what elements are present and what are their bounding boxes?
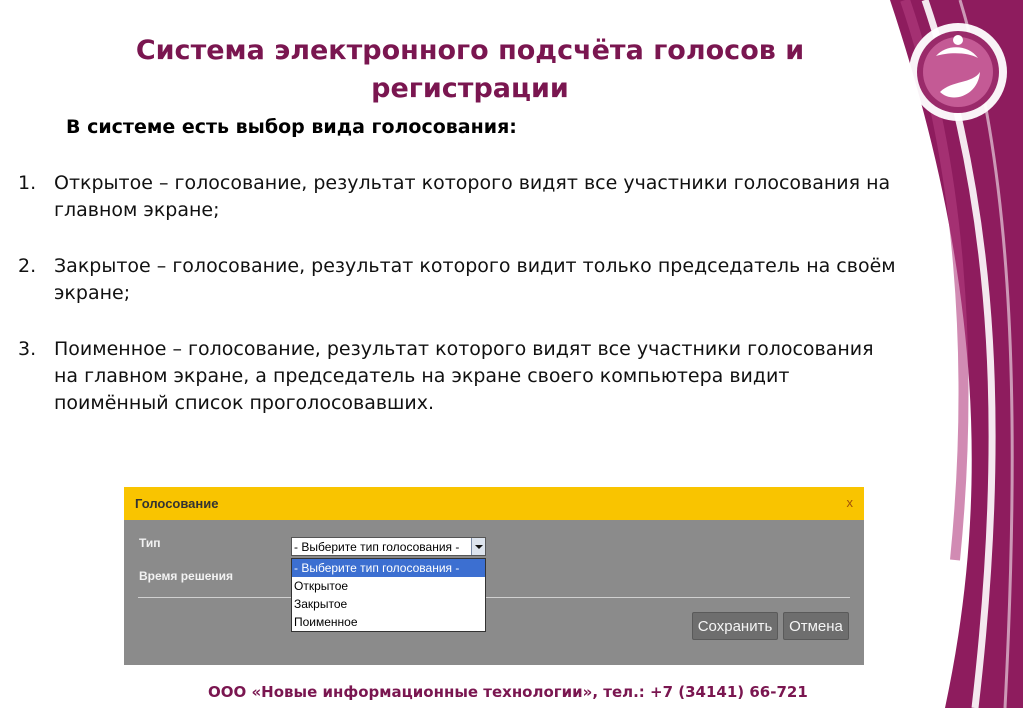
voting-types-list [18, 170, 898, 417]
type-label: Тип [139, 536, 161, 550]
dropdown-option-named[interactable]: Поименное [294, 615, 358, 629]
dialog-divider [138, 597, 850, 598]
list-item-number: 1. [18, 172, 37, 194]
dropdown-option-closed[interactable]: Закрытое [294, 597, 348, 611]
dropdown-option-open[interactable]: Открытое [294, 579, 349, 593]
list-item-number: 3. [18, 338, 37, 360]
chevron-down-icon[interactable] [471, 538, 485, 555]
dialog-close-button[interactable]: x [846, 495, 853, 510]
dialog-title: Голосование [135, 496, 219, 511]
list-item [18, 253, 898, 307]
dropdown-option-placeholder[interactable]: - Выберите тип голосования - [292, 559, 485, 577]
list-item [18, 170, 898, 224]
dialog-header [124, 487, 864, 520]
cancel-button[interactable]: Отмена [783, 612, 849, 640]
list-item-text: Закрытое – голосование, результат которого видит только председатель на своём экране; [54, 255, 896, 304]
list-item-text: Поименное – голосование, результат которого видят все участники голосования на главном экране, а председатель на экране своего компьютера видит поимённый список проголосовавших. [54, 338, 874, 414]
slide-title: Система электронного подсчёта голосов и регистрации [135, 35, 805, 104]
list-item [18, 336, 898, 417]
list-item-number: 2. [18, 255, 37, 277]
voting-type-select[interactable] [291, 537, 486, 556]
voting-dialog [124, 487, 864, 665]
slide-subtitle: В системе есть выбор вида голосования: [66, 116, 517, 138]
time-label: Время решения [139, 569, 234, 583]
footer-contact: ООО «Новые информационные технологии», тел.: +7 (34141) 66-721 [208, 683, 808, 701]
voting-type-dropdown [291, 558, 486, 632]
save-button[interactable]: Сохранить [692, 612, 778, 640]
voting-type-select-value: - Выберите тип голосования - [294, 540, 460, 554]
list-item-text: Открытое – голосование, результат которого видят все участники голосования на главном экране; [54, 172, 891, 221]
